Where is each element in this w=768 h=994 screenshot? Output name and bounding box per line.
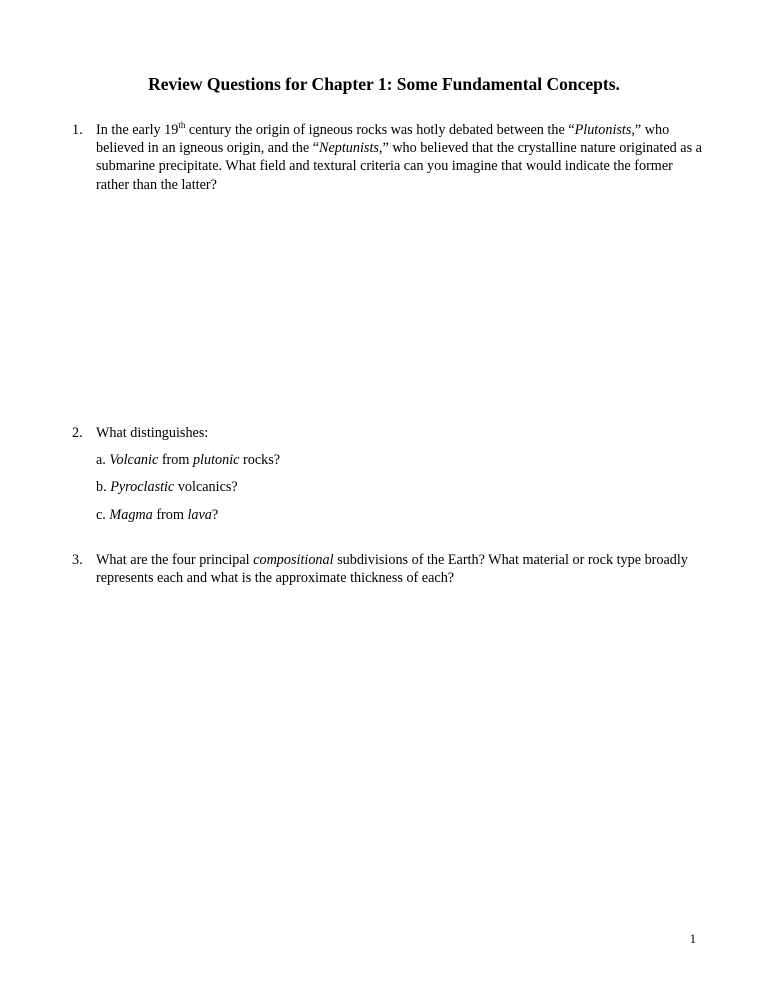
term-neptunists: Neptunists [319,140,379,157]
subquestion-label: b. [96,479,111,496]
term-magma: Magma [109,506,153,523]
question-text-segment: century the origin of igneous rocks was hotly debated between the “ [185,122,575,138]
question-3 [72,551,702,587]
question-text-segment: subdivisions of the Earth? What material or rock type broadly represents each and what is the approximate thickness of each? [96,552,688,587]
question-number: 2. [72,425,83,441]
term-lava: lava [187,506,212,523]
term-pyroclastic: Pyroclastic [110,479,175,496]
question-number: 3. [72,552,83,568]
question-text-segment: ,” who believed that the crystalline nature originated as a submarine precipitate. What field and textural criteria can you imagine that would indicate the former rather than the latter? [96,140,702,193]
question-text-segment: In the early 19 [96,122,179,138]
question-text [96,121,702,194]
subquestion-c [96,506,702,524]
subquestion-label: a. [96,452,110,469]
question-1 [72,121,702,194]
term-plutonists: Plutonists [574,122,632,138]
page-title: Review Questions for Chapter 1: Some Fundamental Concepts. [148,74,620,94]
subquestion-text: ? [211,506,219,523]
term-volcanic: Volcanic [109,452,159,469]
subquestion-label: c. [96,506,110,523]
term-compositional: compositional [253,552,334,568]
subquestion-text: from [152,506,188,523]
question-2 [72,424,702,524]
subquestion-text: from [158,452,193,469]
subquestion-text: rocks? [239,452,281,469]
question-text-segment: What are the four principal [96,552,254,568]
question-text-segment: ,” who believed in an igneous origin, and the “ [96,122,670,157]
question-text: What distinguishes: [96,425,209,441]
question-number: 1. [72,122,83,138]
subquestion-a [96,451,702,469]
term-plutonic: plutonic [192,452,240,469]
page-number: 1 [689,932,696,946]
subquestion-b [96,478,702,496]
ordinal-superscript: th [178,120,186,130]
question-text [96,551,702,587]
subquestion-text: volcanics? [174,479,238,496]
